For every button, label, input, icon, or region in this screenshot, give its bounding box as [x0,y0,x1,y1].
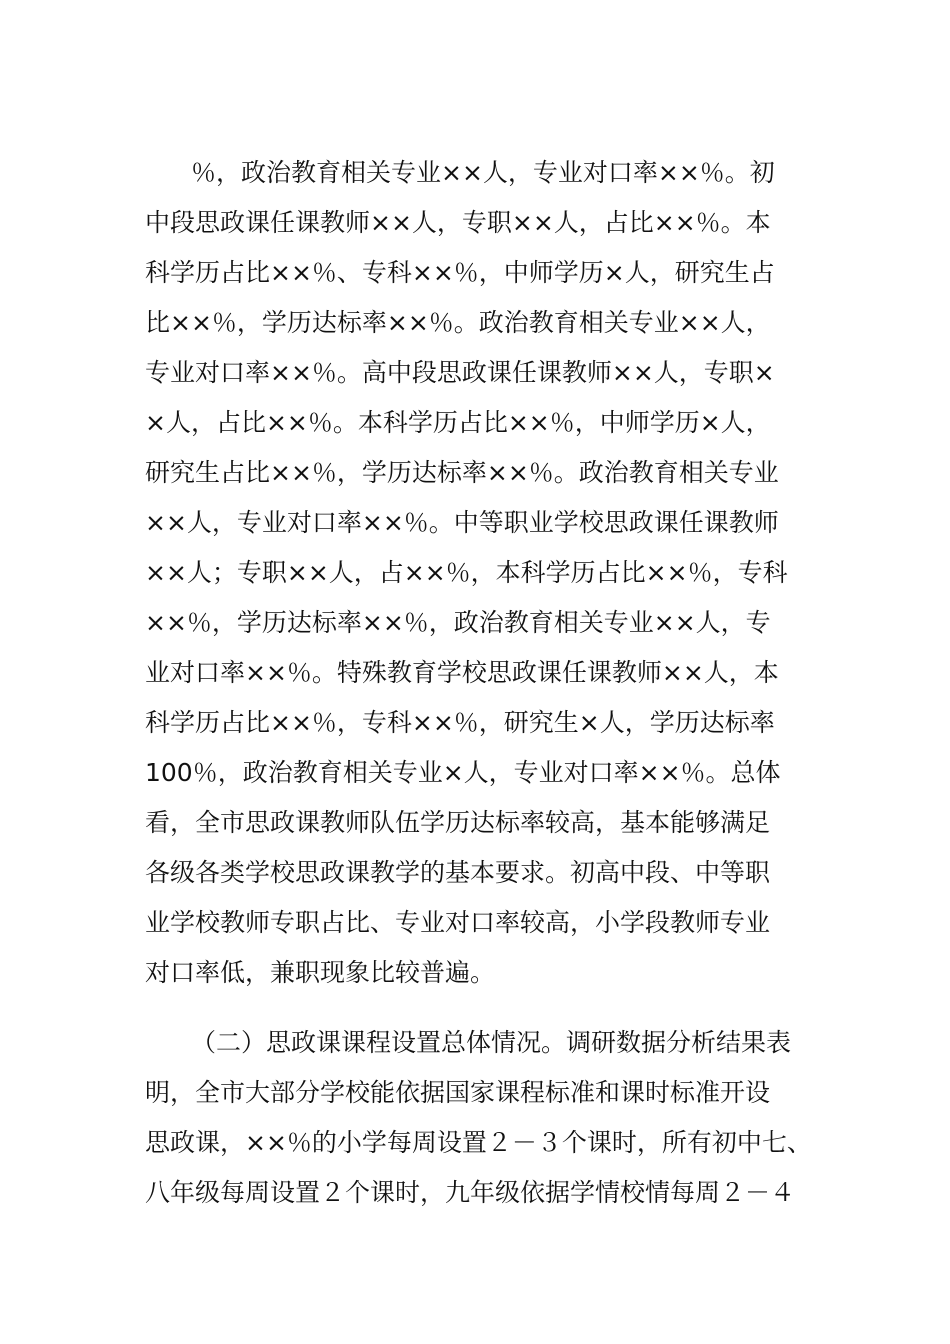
text-line: 八年级每周设置２个课时，九年级依据学情校情每周２－４ [145,1178,796,1207]
text-line: ××人；专职××人，占××％，本科学历占比××％，专科 [145,558,788,587]
text-line: 研究生占比××％，学历达标率××％。政治教育相关专业 [145,458,779,487]
text-line: 各级各类学校思政课教学的基本要求。初高中段、中等职 [145,858,771,887]
text-line: 专业对口率××％。高中段思政课任课教师××人，专职× [145,358,775,387]
text-line: ×人，占比××％。本科学历占比××％，中师学历×人， [145,408,771,437]
text-line: 科学历占比××％，专科××％，研究生×人，学历达标率 [145,708,775,737]
text-line: 业对口率××％。特殊教育学校思政课任课教师××人，本 [145,658,779,687]
text-line: 对口率低，兼职现象比较普遍。 [145,958,496,987]
text-line: 看，全市思政课教师队伍学历达标率较高，基本能够满足 [145,808,771,837]
text-line: 明，全市大部分学校能依据国家课程标准和课时标准开设 [145,1078,771,1107]
text-line: 科学历占比××％、专科××％，中师学历×人，研究生占 [145,258,775,287]
text-line: 业学校教师专职占比、专业对口率较高，小学段教师专业 [145,908,771,937]
text-line: ××人，专业对口率××％。中等职业学校思政课任课教师 [145,508,779,537]
text-line: ××％，学历达标率××％，政治教育相关专业××人，专 [145,608,771,637]
text-line: 中段思政课任课教师××人，专职××人，占比××％。本 [145,208,771,237]
paragraph-curriculum-overview [145,1018,812,1218]
text-line: 比××％，学历达标率××％。政治教育相关专业××人， [145,308,771,337]
text-line: （二）思政课课程设置总体情况。调研数据分析结果表 [191,1028,792,1057]
text-line: ％，政治教育相关专业××人，专业对口率××％。初 [191,158,775,187]
text-line: 100％，政治教育相关专业×人，专业对口率××％。总体 [145,758,781,787]
text-line: 思政课，××％的小学每周设置２－３个课时，所有初中七、 [145,1128,812,1157]
paragraph-teacher-statistics [145,148,805,998]
